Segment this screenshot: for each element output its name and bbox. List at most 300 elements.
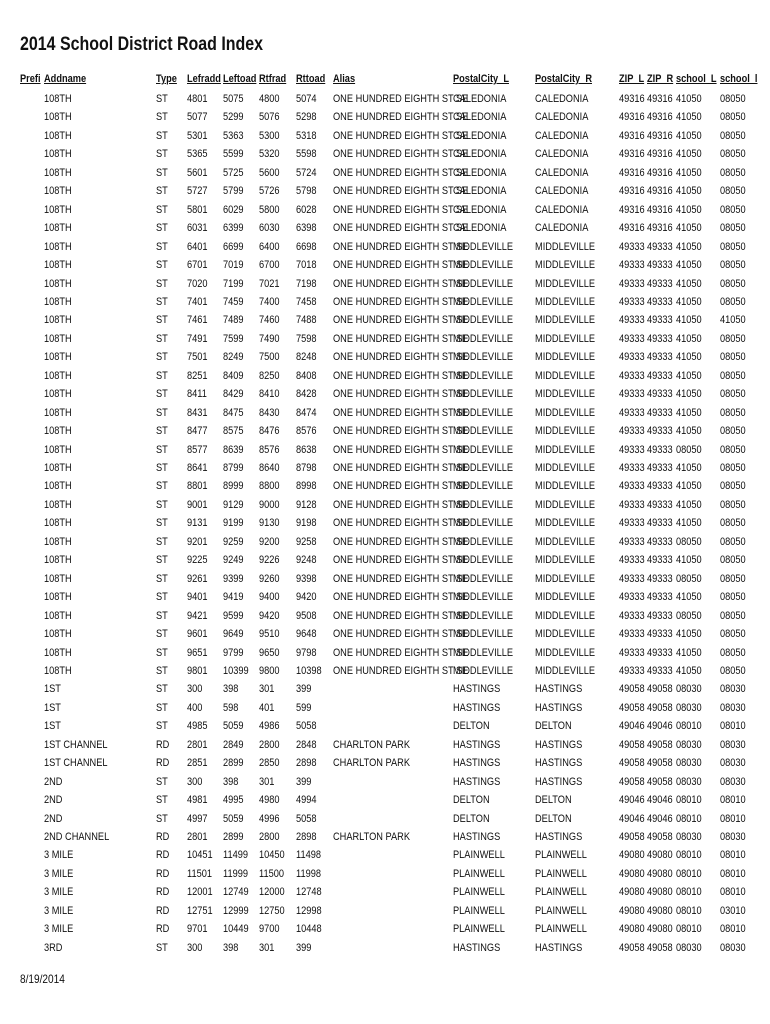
cell-right-to: 9258	[296, 535, 317, 548]
cell-postal-city-right: MIDDLEVILLE	[535, 406, 596, 419]
cell-addname: 108TH	[44, 572, 72, 585]
cell-left-from: 7020	[187, 277, 208, 290]
cell-postal-city-left: HASTINGS	[453, 757, 501, 770]
cell-left-to: 9419	[223, 591, 244, 604]
cell-left-from: 8251	[187, 369, 208, 382]
cell-postal-city-left: DELTON	[453, 720, 490, 733]
cell-zip-right: 49333	[647, 498, 673, 511]
cell-alias: ONE HUNDRED EIGHTH ST SE	[333, 609, 469, 622]
cell-left-to: 8639	[223, 443, 244, 456]
cell-postal-city-right: MIDDLEVILLE	[535, 259, 596, 272]
cell-postal-city-left: MIDDLEVILLE	[453, 480, 514, 493]
cell-school-left: 08030	[676, 775, 702, 788]
cell-zip-left: 49058	[619, 941, 645, 954]
cell-postal-city-left: MIDDLEVILLE	[453, 351, 514, 364]
cell-zip-left: 49333	[619, 462, 645, 474]
table-row	[0, 311, 770, 329]
cell-zip-left: 49316	[619, 203, 645, 216]
cell-left-to: 398	[223, 683, 239, 696]
cell-left-to: 9649	[223, 628, 244, 641]
cell-zip-right: 49080	[647, 904, 673, 917]
cell-type: ST	[156, 664, 168, 677]
cell-left-from: 9801	[187, 664, 208, 677]
cell-left-to: 11499	[223, 849, 249, 862]
cell-right-to: 399	[296, 941, 312, 954]
cell-right-to: 4994	[296, 794, 317, 807]
cell-addname: 108TH	[44, 591, 72, 604]
cell-alias: ONE HUNDRED EIGHTH ST SE	[333, 462, 469, 474]
cell-zip-left: 49046	[619, 720, 645, 733]
table-row	[0, 791, 770, 809]
cell-school-left: 41050	[676, 406, 702, 419]
cell-zip-right: 49333	[647, 609, 673, 622]
cell-addname: 3 MILE	[44, 849, 74, 862]
cell-type: ST	[156, 129, 168, 142]
cell-zip-left: 49316	[619, 93, 645, 105]
cell-postal-city-right: CALEDONIA	[535, 222, 589, 235]
cell-zip-right: 49316	[647, 203, 673, 216]
cell-zip-right: 49333	[647, 443, 673, 456]
cell-school-right: 41050	[720, 314, 746, 327]
table-row	[0, 533, 770, 551]
cell-zip-right: 49333	[647, 259, 673, 272]
cell-left-from: 2801	[187, 738, 208, 751]
cell-postal-city-left: CALEDONIA	[453, 111, 507, 124]
cell-addname: 108TH	[44, 277, 72, 290]
cell-left-from: 5301	[187, 129, 208, 142]
header-left-from: Lefradd	[187, 73, 221, 85]
cell-postal-city-right: CALEDONIA	[535, 93, 589, 105]
cell-alias: ONE HUNDRED EIGHTH ST SE	[333, 277, 469, 290]
cell-left-from: 6031	[187, 222, 208, 235]
cell-type: ST	[156, 462, 168, 474]
cell-zip-left: 49316	[619, 148, 645, 161]
cell-type: ST	[156, 203, 168, 216]
cell-school-right: 08050	[720, 646, 746, 659]
cell-postal-city-right: MIDDLEVILLE	[535, 498, 596, 511]
cell-left-from: 8431	[187, 406, 208, 419]
cell-right-from: 12750	[259, 904, 285, 917]
cell-postal-city-left: CALEDONIA	[453, 203, 507, 216]
cell-addname: 1ST CHANNEL	[44, 757, 108, 770]
cell-right-to: 9648	[296, 628, 317, 641]
cell-addname: 108TH	[44, 111, 72, 124]
cell-postal-city-right: PLAINWELL	[535, 867, 587, 880]
cell-addname: 2ND CHANNEL	[44, 831, 110, 843]
cell-left-to: 2899	[223, 831, 244, 843]
cell-right-from: 2800	[259, 738, 280, 751]
cell-right-to: 8798	[296, 462, 317, 474]
cell-school-left: 41050	[676, 517, 702, 530]
cell-left-to: 4995	[223, 794, 244, 807]
cell-school-left: 41050	[676, 148, 702, 161]
cell-left-from: 9701	[187, 923, 208, 936]
cell-school-right: 08050	[720, 628, 746, 641]
cell-type: ST	[156, 498, 168, 511]
cell-addname: 108TH	[44, 406, 72, 419]
cell-school-left: 41050	[676, 480, 702, 493]
cell-right-to: 2898	[296, 757, 317, 770]
cell-type: ST	[156, 812, 168, 825]
header-zip-left: ZIP_L	[619, 73, 645, 85]
cell-school-right: 08010	[720, 812, 746, 825]
cell-right-to: 2848	[296, 738, 317, 751]
cell-zip-left: 49333	[619, 498, 645, 511]
cell-left-from: 9001	[187, 498, 208, 511]
table-row	[0, 680, 770, 698]
cell-school-left: 08010	[676, 794, 702, 807]
cell-type: ST	[156, 277, 168, 290]
cell-type: ST	[156, 222, 168, 235]
cell-postal-city-right: HASTINGS	[535, 831, 583, 843]
cell-zip-left: 49333	[619, 406, 645, 419]
cell-zip-right: 49333	[647, 332, 673, 345]
cell-zip-right: 49316	[647, 148, 673, 161]
cell-postal-city-right: HASTINGS	[535, 757, 583, 770]
cell-left-to: 2849	[223, 738, 244, 751]
header-right-to: Rttoad	[296, 73, 326, 85]
cell-left-to: 8249	[223, 351, 244, 364]
cell-right-from: 2850	[259, 757, 280, 770]
cell-school-left: 08050	[676, 443, 702, 456]
cell-type: ST	[156, 535, 168, 548]
cell-alias: ONE HUNDRED EIGHTH ST SE	[333, 295, 469, 308]
cell-postal-city-right: CALEDONIA	[535, 148, 589, 161]
cell-postal-city-left: MIDDLEVILLE	[453, 295, 514, 308]
cell-left-from: 4985	[187, 720, 208, 733]
cell-postal-city-right: MIDDLEVILLE	[535, 517, 596, 530]
cell-postal-city-left: MIDDLEVILLE	[453, 591, 514, 604]
cell-school-right: 08010	[720, 794, 746, 807]
cell-zip-right: 49333	[647, 646, 673, 659]
cell-right-from: 9000	[259, 498, 280, 511]
cell-right-from: 9130	[259, 517, 280, 530]
cell-postal-city-left: MIDDLEVILLE	[453, 240, 514, 253]
cell-left-from: 6401	[187, 240, 208, 253]
cell-right-from: 6030	[259, 222, 280, 235]
cell-zip-left: 49058	[619, 683, 645, 696]
cell-left-to: 5059	[223, 720, 244, 733]
cell-left-from: 9225	[187, 554, 208, 567]
cell-school-left: 41050	[676, 277, 702, 290]
cell-right-to: 5058	[296, 720, 317, 733]
cell-alias: ONE HUNDRED EIGHTH ST SE	[333, 572, 469, 585]
cell-postal-city-right: PLAINWELL	[535, 923, 587, 936]
cell-right-from: 301	[259, 683, 275, 696]
cell-addname: 108TH	[44, 535, 72, 548]
cell-postal-city-left: MIDDLEVILLE	[453, 517, 514, 530]
cell-school-right: 08030	[720, 757, 746, 770]
cell-postal-city-right: MIDDLEVILLE	[535, 425, 596, 438]
cell-alias: ONE HUNDRED EIGHTH ST SE	[333, 259, 469, 272]
cell-school-right: 03010	[720, 904, 746, 917]
cell-zip-right: 49058	[647, 775, 673, 788]
cell-postal-city-left: PLAINWELL	[453, 923, 505, 936]
cell-right-from: 9400	[259, 591, 280, 604]
cell-addname: 108TH	[44, 517, 72, 530]
cell-right-to: 6698	[296, 240, 317, 253]
cell-school-right: 08030	[720, 775, 746, 788]
cell-right-from: 9700	[259, 923, 280, 936]
cell-postal-city-right: CALEDONIA	[535, 185, 589, 198]
cell-left-to: 9129	[223, 498, 244, 511]
cell-left-from: 5801	[187, 203, 208, 216]
cell-alias: ONE HUNDRED EIGHTH ST SE	[333, 517, 469, 530]
table-row	[0, 514, 770, 532]
cell-left-from: 5077	[187, 111, 208, 124]
table-row	[0, 939, 770, 957]
cell-alias: ONE HUNDRED EIGHTH ST SE	[333, 240, 469, 253]
cell-postal-city-left: MIDDLEVILLE	[453, 572, 514, 585]
cell-school-left: 41050	[676, 185, 702, 198]
header-alias: Alias	[333, 73, 356, 85]
cell-right-from: 7500	[259, 351, 280, 364]
cell-postal-city-right: MIDDLEVILLE	[535, 480, 596, 493]
cell-type: ST	[156, 185, 168, 198]
cell-alias: ONE HUNDRED EIGHTH ST SE	[333, 222, 469, 235]
cell-left-from: 5727	[187, 185, 208, 198]
table-header-row	[0, 70, 770, 88]
cell-postal-city-left: MIDDLEVILLE	[453, 462, 514, 474]
cell-right-from: 9200	[259, 535, 280, 548]
table-row	[0, 238, 770, 256]
cell-alias: ONE HUNDRED EIGHTH ST SE	[333, 148, 469, 161]
table-row	[0, 441, 770, 459]
cell-right-to: 8638	[296, 443, 317, 456]
cell-alias: ONE HUNDRED EIGHTH ST SE	[333, 425, 469, 438]
cell-left-to: 5363	[223, 129, 244, 142]
cell-postal-city-right: MIDDLEVILLE	[535, 277, 596, 290]
cell-right-to: 7198	[296, 277, 317, 290]
table-row	[0, 920, 770, 938]
table-row	[0, 293, 770, 311]
cell-addname: 108TH	[44, 498, 72, 511]
cell-right-to: 9420	[296, 591, 317, 604]
cell-type: ST	[156, 517, 168, 530]
cell-left-to: 8475	[223, 406, 244, 419]
cell-addname: 108TH	[44, 93, 72, 105]
cell-type: ST	[156, 775, 168, 788]
cell-postal-city-right: MIDDLEVILLE	[535, 609, 596, 622]
cell-zip-left: 49333	[619, 259, 645, 272]
cell-zip-left: 49333	[619, 480, 645, 493]
cell-postal-city-right: CALEDONIA	[535, 203, 589, 216]
cell-addname: 108TH	[44, 664, 72, 677]
cell-left-to: 12749	[223, 886, 249, 899]
header-postal-city-left: PostalCity_L	[453, 73, 509, 85]
cell-zip-right: 49316	[647, 185, 673, 198]
cell-school-left: 41050	[676, 129, 702, 142]
cell-postal-city-right: MIDDLEVILLE	[535, 388, 596, 401]
cell-zip-left: 49058	[619, 701, 645, 714]
cell-right-from: 8640	[259, 462, 280, 474]
cell-school-left: 41050	[676, 498, 702, 511]
cell-left-to: 7459	[223, 295, 244, 308]
cell-postal-city-right: MIDDLEVILLE	[535, 591, 596, 604]
cell-zip-left: 49333	[619, 609, 645, 622]
table-row	[0, 256, 770, 274]
cell-right-to: 2898	[296, 831, 317, 843]
cell-postal-city-right: MIDDLEVILLE	[535, 572, 596, 585]
cell-postal-city-right: MIDDLEVILLE	[535, 554, 596, 567]
cell-right-to: 6398	[296, 222, 317, 235]
cell-addname: 108TH	[44, 480, 72, 493]
cell-school-left: 08010	[676, 886, 702, 899]
cell-zip-left: 49316	[619, 111, 645, 124]
cell-postal-city-left: MIDDLEVILLE	[453, 498, 514, 511]
cell-postal-city-right: HASTINGS	[535, 701, 583, 714]
cell-right-to: 11998	[296, 867, 322, 880]
cell-school-right: 08010	[720, 886, 746, 899]
cell-right-from: 9510	[259, 628, 280, 641]
cell-zip-right: 49333	[647, 517, 673, 530]
cell-right-to: 10448	[296, 923, 322, 936]
cell-school-left: 08010	[676, 849, 702, 862]
cell-left-from: 9131	[187, 517, 208, 530]
cell-zip-left: 49333	[619, 388, 645, 401]
cell-school-right: 08050	[720, 203, 746, 216]
table-row	[0, 588, 770, 606]
cell-postal-city-left: PLAINWELL	[453, 904, 505, 917]
cell-left-from: 9651	[187, 646, 208, 659]
cell-school-right: 08030	[720, 831, 746, 843]
cell-alias: ONE HUNDRED EIGHTH ST SE	[333, 129, 469, 142]
cell-school-right: 08050	[720, 609, 746, 622]
cell-left-to: 8409	[223, 369, 244, 382]
cell-school-left: 41050	[676, 388, 702, 401]
cell-right-to: 599	[296, 701, 312, 714]
cell-right-from: 8430	[259, 406, 280, 419]
cell-zip-left: 49080	[619, 849, 645, 862]
header-postal-city-right: PostalCity_R	[535, 73, 593, 85]
cell-zip-right: 49080	[647, 923, 673, 936]
cell-postal-city-left: MIDDLEVILLE	[453, 277, 514, 290]
cell-school-right: 08030	[720, 738, 746, 751]
cell-school-right: 08030	[720, 683, 746, 696]
cell-left-from: 6701	[187, 259, 208, 272]
cell-addname: 2ND	[44, 812, 63, 825]
cell-type: RD	[156, 904, 170, 917]
cell-addname: 3RD	[44, 941, 63, 954]
cell-school-right: 08050	[720, 259, 746, 272]
cell-addname: 108TH	[44, 295, 72, 308]
cell-postal-city-right: PLAINWELL	[535, 886, 587, 899]
cell-zip-right: 49058	[647, 701, 673, 714]
cell-school-left: 41050	[676, 203, 702, 216]
cell-right-from: 301	[259, 941, 275, 954]
cell-zip-left: 49333	[619, 517, 645, 530]
cell-right-to: 8408	[296, 369, 317, 382]
cell-right-to: 12748	[296, 886, 322, 899]
cell-type: ST	[156, 406, 168, 419]
cell-left-to: 8575	[223, 425, 244, 438]
cell-left-from: 11501	[187, 867, 213, 880]
cell-addname: 108TH	[44, 388, 72, 401]
cell-left-to: 7489	[223, 314, 244, 327]
table-row	[0, 773, 770, 791]
cell-left-to: 9259	[223, 535, 244, 548]
cell-right-from: 8576	[259, 443, 280, 456]
header-prefix: Prefi	[20, 73, 41, 85]
cell-type: ST	[156, 388, 168, 401]
cell-postal-city-right: MIDDLEVILLE	[535, 646, 596, 659]
cell-type: ST	[156, 720, 168, 733]
cell-zip-right: 49058	[647, 831, 673, 843]
cell-zip-right: 49316	[647, 111, 673, 124]
table-row	[0, 330, 770, 348]
cell-alias: ONE HUNDRED EIGHTH ST SE	[333, 554, 469, 567]
cell-right-from: 9800	[259, 664, 280, 677]
table-row	[0, 717, 770, 735]
cell-right-from: 4980	[259, 794, 280, 807]
cell-right-to: 5724	[296, 166, 317, 179]
table-row	[0, 625, 770, 643]
cell-alias: ONE HUNDRED EIGHTH ST SE	[333, 591, 469, 604]
cell-school-right: 08050	[720, 369, 746, 382]
cell-postal-city-left: CALEDONIA	[453, 129, 507, 142]
cell-type: ST	[156, 941, 168, 954]
footer-date: 8/19/2014	[20, 972, 65, 986]
cell-left-to: 7199	[223, 277, 244, 290]
cell-addname: 108TH	[44, 425, 72, 438]
cell-school-left: 41050	[676, 332, 702, 345]
cell-zip-left: 49333	[619, 277, 645, 290]
cell-zip-right: 49058	[647, 683, 673, 696]
header-left-to: Leftoad	[223, 73, 257, 85]
cell-school-left: 41050	[676, 111, 702, 124]
cell-right-from: 7021	[259, 277, 280, 290]
cell-zip-left: 49058	[619, 775, 645, 788]
cell-type: ST	[156, 369, 168, 382]
cell-left-from: 7491	[187, 332, 208, 345]
cell-addname: 108TH	[44, 462, 72, 474]
cell-alias: ONE HUNDRED EIGHTH ST SE	[333, 664, 469, 677]
cell-postal-city-right: DELTON	[535, 720, 572, 733]
cell-left-to: 5075	[223, 93, 244, 105]
table-row	[0, 810, 770, 828]
cell-school-left: 08010	[676, 923, 702, 936]
cell-school-left: 08050	[676, 609, 702, 622]
table-row	[0, 644, 770, 662]
cell-school-left: 41050	[676, 222, 702, 235]
cell-alias: ONE HUNDRED EIGHTH ST SE	[333, 480, 469, 493]
cell-postal-city-right: MIDDLEVILLE	[535, 443, 596, 456]
cell-zip-left: 49333	[619, 332, 645, 345]
cell-zip-right: 49333	[647, 240, 673, 253]
cell-zip-left: 49333	[619, 314, 645, 327]
cell-left-from: 9401	[187, 591, 208, 604]
cell-right-from: 4986	[259, 720, 280, 733]
cell-postal-city-left: PLAINWELL	[453, 886, 505, 899]
cell-school-left: 41050	[676, 351, 702, 364]
cell-postal-city-right: MIDDLEVILLE	[535, 462, 596, 474]
cell-school-left: 08010	[676, 867, 702, 880]
cell-right-to: 7488	[296, 314, 317, 327]
cell-postal-city-left: MIDDLEVILLE	[453, 425, 514, 438]
cell-type: ST	[156, 443, 168, 456]
cell-left-from: 8411	[187, 388, 207, 401]
cell-type: RD	[156, 757, 170, 770]
table-row	[0, 607, 770, 625]
cell-zip-left: 49333	[619, 664, 645, 677]
cell-postal-city-right: DELTON	[535, 812, 572, 825]
cell-right-from: 5726	[259, 185, 280, 198]
cell-school-right: 08050	[720, 295, 746, 308]
cell-type: ST	[156, 646, 168, 659]
cell-addname: 108TH	[44, 609, 72, 622]
cell-zip-right: 49333	[647, 554, 673, 567]
cell-school-right: 08050	[720, 240, 746, 253]
